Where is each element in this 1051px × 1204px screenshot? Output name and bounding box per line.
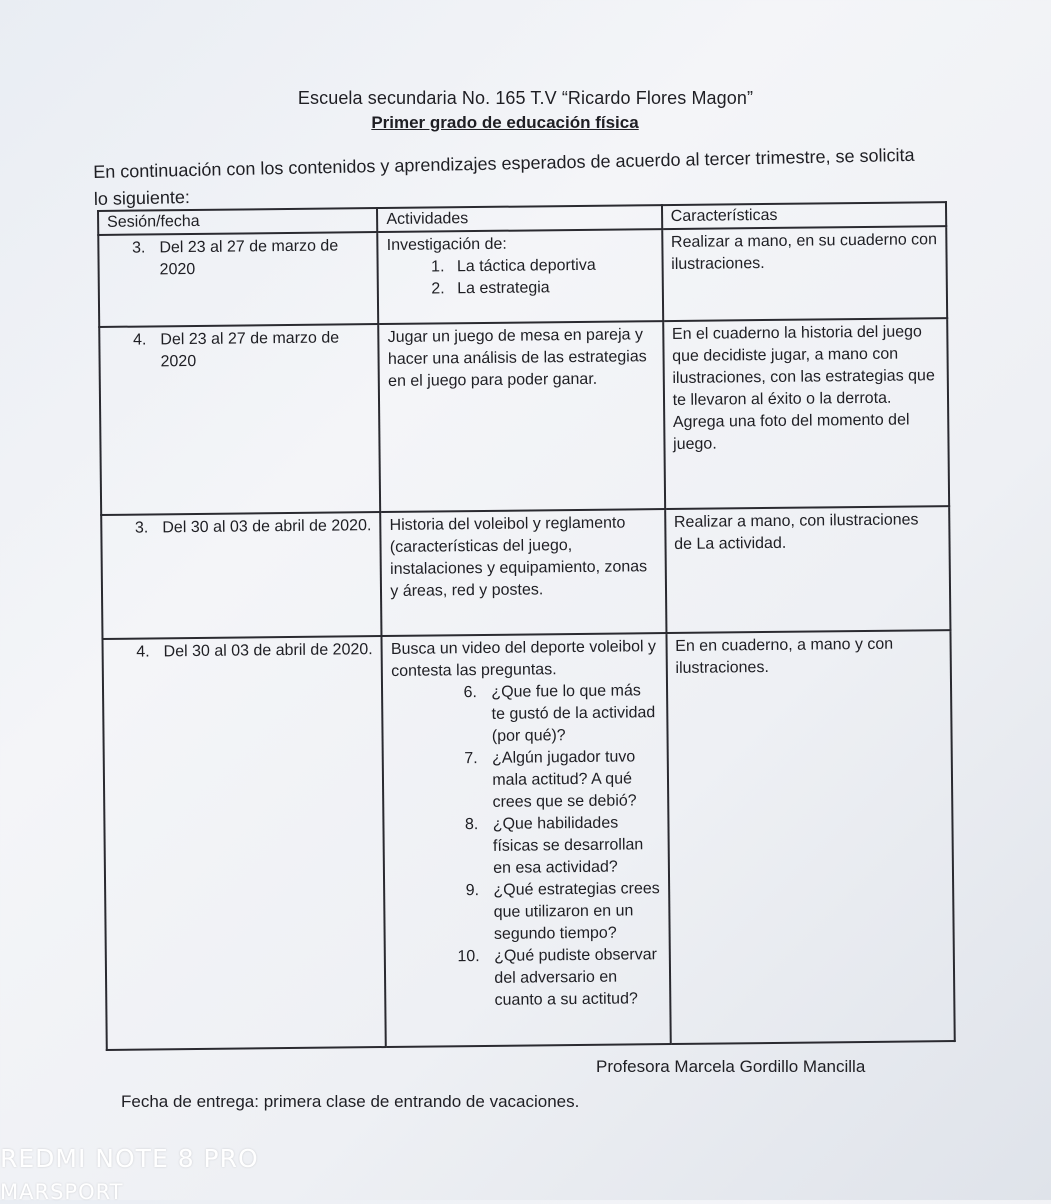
- session-number: 3.: [134, 519, 149, 537]
- teacher-signature: Profesora Marcela Gordillo Mancilla: [596, 1057, 866, 1076]
- camera-watermark: REDMI NOTE 8 PRO: [0, 1144, 259, 1173]
- session-number: 4.: [136, 643, 150, 661]
- header-session-date: Sesión/fecha: [98, 208, 378, 235]
- question-item: 10. ¿Qué pudiste observar del adversario en cuanto a su actitud?: [484, 944, 661, 1012]
- grade-title: Primer grado de educación física: [371, 113, 639, 132]
- table-row: [101, 506, 950, 639]
- header-characteristics: Características: [662, 202, 947, 229]
- camera-watermark-brand: MARSPORT: [0, 1180, 124, 1204]
- activity-list: [387, 254, 654, 301]
- question-list: [391, 680, 661, 1013]
- session-cell: [98, 232, 378, 327]
- characteristics-cell: En en cuaderno, a mano y con ilustraciones.: [666, 630, 955, 1044]
- activities-table: [97, 201, 956, 1051]
- session-date: Del 30 al 03 de abril de 2020.: [163, 641, 373, 661]
- list-item: 2. La estrategia: [449, 276, 654, 300]
- question-item: 6. ¿Que fue lo que más te gustó de la actividad (por qué)?: [481, 680, 658, 748]
- activity-cell: [382, 633, 671, 1047]
- characteristics-cell: Realizar a mano, en su cuaderno con ilustraciones.: [662, 226, 947, 321]
- activity-cell: Jugar un juego de mesa en pareja y hacer una análisis de las estrategias en el juego para poder ganar.: [379, 321, 665, 512]
- table-row: [102, 630, 954, 1050]
- intro-paragraph: En continuación con los contenidos y aprendizajes esperados de acuerdo al tercer trimestre, se solicita lo siguiente:: [93, 144, 915, 209]
- characteristics-extra: Agrega una foto del momento del juego.: [672, 411, 910, 453]
- characteristics-cell: [663, 318, 949, 509]
- activity-text: Investigación de:: [386, 235, 507, 254]
- school-title: Escuela secundaria No. 165 T.V “Ricardo Flores Magon”: [297, 88, 754, 108]
- question-item: 9. ¿Qué estrategias crees que utilizaron en un segundo tiempo?: [483, 878, 660, 946]
- question-item: 7. ¿Algún jugador tuvo mala actitud? A qué crees que se debió?: [482, 746, 659, 814]
- session-cell: [101, 512, 382, 639]
- table-row: [99, 318, 949, 515]
- header-activities: Actividades: [377, 205, 662, 232]
- session-number: 3.: [131, 239, 146, 257]
- session-date: Del 30 al 03 de abril de 2020.: [162, 517, 372, 537]
- activity-cell: [378, 229, 663, 324]
- session-date: Del 23 al 27 de marzo de 2020: [160, 329, 340, 371]
- characteristics-text: En el cuaderno la historia del juego que decidiste jugar, a mano con ilustraciones, con las estrategias que te llevaron al éxito o la derrota.: [671, 323, 935, 409]
- activity-text: Busca un video del deporte voleibol y contesta las preguntas.: [390, 638, 657, 680]
- table-row: [98, 226, 947, 327]
- activity-cell: Historia del voleibol y reglamento (características del juego, instalaciones y equipamiento, zonas y áreas, red y postes.: [380, 509, 666, 636]
- session-date: Del 23 al 27 de marzo de 2020: [159, 237, 339, 279]
- session-number: 4.: [132, 331, 147, 349]
- session-cell: [102, 636, 386, 1050]
- characteristics-cell: Realizar a mano, con ilustraciones de La actividad.: [665, 506, 951, 633]
- list-item: 1. La táctica deportiva: [449, 254, 654, 278]
- session-cell: [99, 324, 380, 515]
- delivery-date: Fecha de entrega: primera clase de entrando de vacaciones.: [121, 1092, 580, 1111]
- question-item: 8. ¿Que habilidades físicas se desarrollan en esa actividad?: [483, 812, 660, 880]
